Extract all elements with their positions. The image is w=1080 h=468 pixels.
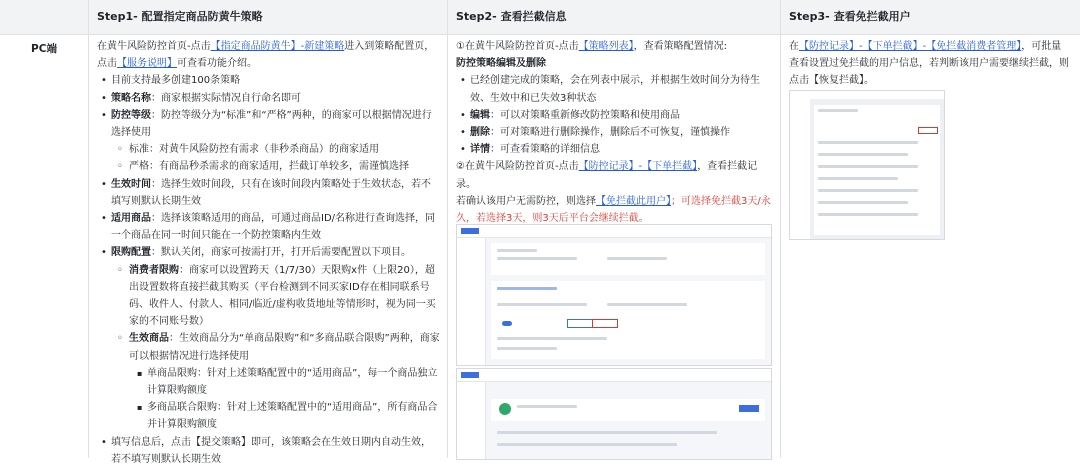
list-item: ◦ 标准：对黄牛风险防控有需求（非秒杀商品）的商家适用: [97, 141, 440, 158]
exempt-users-screenshot: [789, 90, 945, 240]
strategy-list-screenshot: [456, 224, 772, 366]
list-item: [456, 124, 774, 141]
text: ：生效商品分为“单商品限购”和“多商品联合限购”两种，商家可以根据情况进行选择使用: [129, 333, 440, 362]
list-item: [97, 210, 440, 244]
list-item: [456, 141, 774, 158]
list-item: [456, 107, 774, 124]
step2-cell: [456, 38, 774, 227]
step2-para3: [456, 193, 774, 227]
text: ：商家可以设置跨天（1/7/30）天限购x件（上限20），超出设置数将直接拦截其购买（平台检测到不同买家ID存在相同联系号码、收件人、付款人、相同/临近/虚构收货地址等情形时，视为同一买家的不同账号数）: [129, 264, 436, 328]
text: ，查看策略配置情况:: [633, 41, 727, 52]
step1-list: [97, 72, 440, 468]
text: ，可批量查看设置过免拦截的用户信息，若判断该用户需要继续拦截，则点击【恢复拦截】。: [789, 41, 1069, 87]
term: 消费者限购: [129, 264, 179, 276]
exempt-manage-link[interactable]: 【防控记录】-【下单拦截】-【免拦截消费者管理】: [799, 41, 1022, 52]
col-divider: [780, 0, 781, 458]
list-item: [97, 330, 440, 364]
step2-para1: [456, 38, 774, 55]
list-item: • 填写信息后，点击【提交策略】即可，该策略会在生效日期内自动生效，若不填写则默认长期生效: [97, 434, 440, 468]
col-divider: [447, 0, 448, 458]
step2-subheading: 防控策略编辑及删除: [456, 58, 546, 70]
list-item: ▪ 单商品限购：针对上述策略配置中的“适用商品”，每一个商品独立计算限购额度: [97, 365, 440, 399]
step2-list: [456, 72, 774, 158]
strategy-list-link[interactable]: 【策略列表】: [578, 41, 634, 52]
step1-intro: [97, 38, 440, 72]
row-label: PC端: [31, 43, 57, 55]
strategy-create-link[interactable]: 【指定商品防黄牛】-新建策略: [210, 41, 345, 52]
col-divider: [88, 0, 89, 458]
order-block-link[interactable]: 【防控记录】-【下单拦截】: [578, 161, 698, 173]
text: ：商家根据实际情况自行命名即可: [151, 92, 301, 104]
text: ①在黄牛风险防控首页-点击: [456, 41, 579, 52]
text: 可查看功能介绍。: [177, 58, 257, 70]
text: ②在黄牛风险防控首页-点击: [456, 161, 579, 173]
text: 在黄牛风险防控首页-点击: [97, 41, 211, 52]
order-block-screenshot: [456, 368, 772, 460]
term: 详情: [470, 144, 490, 156]
text: ：可以对策略重新修改防控策略和使用商品: [490, 109, 680, 121]
header-step2: Step2- 查看拦截信息: [456, 10, 567, 23]
list-item: ▪ 多商品联合限购：针对上述策略配置中的“适用商品”，所有商品合并计算限购额度: [97, 399, 440, 433]
text: ：可对策略进行删除操作，删除后不可恢复，谨慎操作: [490, 127, 730, 139]
text: ：默认关闭，商家可按需打开，打开后需要配置以下项目。: [151, 247, 411, 259]
text: ：可查看策略的详细信息: [490, 144, 600, 156]
service-info-link[interactable]: 【服务说明】: [117, 58, 177, 70]
term: 适用商品: [111, 213, 151, 225]
term: 删除: [470, 127, 490, 139]
list-item: [97, 244, 440, 261]
term: 策略名称: [111, 92, 151, 104]
list-item: [97, 90, 440, 107]
header-step3: Step3- 查看免拦截用户: [789, 10, 911, 23]
step3-cell: [789, 38, 1071, 90]
step1-cell: [97, 38, 440, 468]
text: 进入到策略配置页，点击: [97, 41, 435, 70]
exempt-user-link[interactable]: 【免拦截此用户】: [596, 195, 671, 207]
term: 限购配置: [111, 247, 151, 259]
step2-para2: [456, 158, 774, 192]
text: 若确认该用户无需防控，则选择: [456, 195, 596, 207]
warning-text: ；可选择免拦截3天/永久，若选择3天，则3天后平台会继续拦截。: [456, 195, 771, 225]
list-item: [97, 176, 440, 210]
list-item: [97, 262, 440, 331]
list-item: • 目前支持最多创建100条策略: [97, 72, 440, 89]
list-item: • 已经创建完成的策略，会在列表中展示，并根据生效时间分为待生效、生效中和已失效3种状态: [456, 72, 774, 106]
list-item: ◦ 严格：有商品秒杀需求的商家适用，拦截订单较多，需谨慎选择: [97, 158, 440, 175]
term: 生效时间: [111, 178, 151, 190]
text: ：选择该策略适用的商品，可通过商品ID/名称进行查询选择，同一个商品在同一时间只能在一个防控策略内生效: [111, 213, 436, 242]
text: ：选择生效时间段，只有在该时间段内策略处于生效状态，若不填写则默认长期生效: [111, 178, 431, 207]
term: 编辑: [470, 109, 490, 121]
text: ，查看拦截记录。: [456, 161, 758, 190]
step3-para: [789, 38, 1071, 90]
list-item: [97, 107, 440, 141]
header-col-0: [0, 0, 88, 34]
text: ：防控等级分为“标准”和“严格”两种，的商家可以根据情况进行选择使用: [111, 109, 432, 139]
term: 防控等级: [111, 109, 151, 121]
term: 生效商品: [129, 333, 169, 345]
text: 在: [789, 41, 799, 52]
header-step1: Step1- 配置指定商品防黄牛策略: [97, 10, 263, 23]
